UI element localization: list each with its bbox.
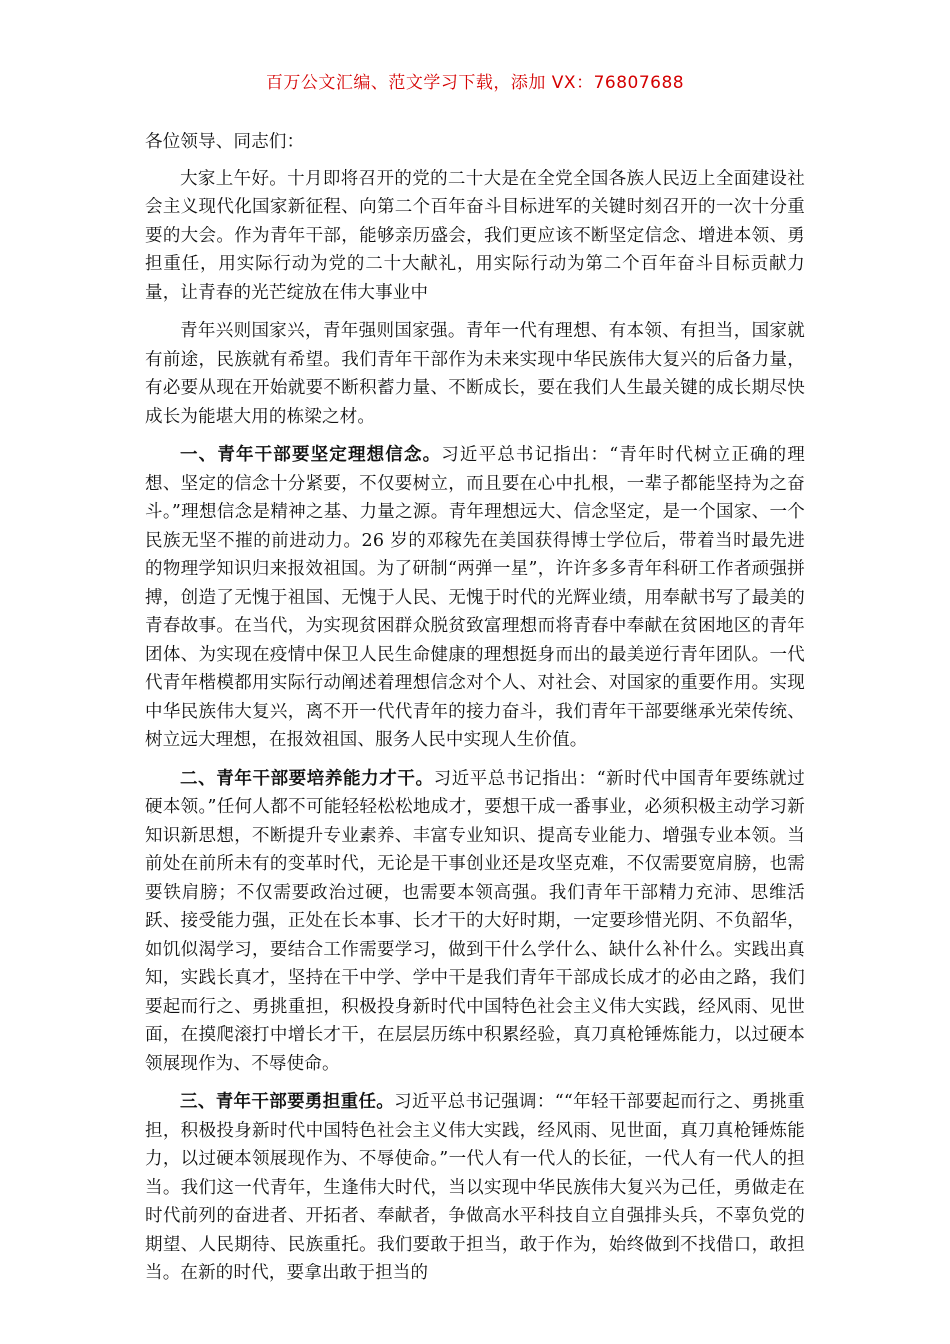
paragraph-text: 习近平总书记指出：“青年时代树立正确的理想、坚定的信念十分紧要，不仅要树立，而且要在心中扎根，一辈子都能坚持为之奋斗。”理想信念是精神之基、力量之源。青年理想远大、信念坚定，是一个国家、一个民族无坚不摧的前进动力。26 岁的邓稼先在美国获得博士学位后，带着当时最先进的物理学知识归来报效祖国。为了研制“两弹一星”，许许多多青年科研工作者顽强拼搏，创造了无愧于祖国、无愧于人民、无愧于时代的光辉业绩，用奉献书写了最美的青春故事。在当代，为实现贫困群众脱贫致富理想而将青春中奉献在贫困地区的青年团体、为实现在疫情中保卫人民生命健康的理想挺身而出的最美逆行青年团队。一代代青年楷模都用实际行动阐述着理想信念对个人、对社会、对国家的重要作用。实现中华民族伟大复兴，离不开一代代青年的接力奋斗，我们青年干部要继承光荣传统、树立远大理想，在报效祖国、服务人民中实现人生价值。 bbox=[145, 445, 805, 750]
section-heading: 三、青年干部要勇担重任。 bbox=[180, 1092, 395, 1112]
paragraph-text: 大家上午好。十月即将召开的党的二十大是在全党全国各族人民迈上全面建设社会主义现代化国家新征程、向第二个百年奋斗目标进军的关键时刻召开的一次十分重要的大会。作为青年干部，能够亲历盛会，我们更应该不断坚定信念、增进本领、勇担重任，用实际行动为党的二十大献礼，用实际行动为第二个百年奋斗目标贡献力量，让青春的光芒绽放在伟大事业中 bbox=[145, 168, 805, 303]
paragraph-section-1 bbox=[145, 441, 805, 755]
paragraph-youth-strong bbox=[145, 317, 805, 431]
paragraph-text: 青年兴则国家兴，青年强则国家强。青年一代有理想、有本领、有担当，国家就有前途，民族就有希望。我们青年干部作为未来实现中华民族伟大复兴的后备力量，有必要从现在开始就要不断积蓄力量、不断成长，要在我们人生最关键的成长期尽快成长为能堪大用的栋梁之材。 bbox=[145, 321, 805, 427]
section-heading: 二、青年干部要培养能力才干。 bbox=[180, 768, 434, 789]
document-body bbox=[145, 128, 805, 1298]
paragraph-opening bbox=[145, 165, 805, 308]
section-heading: 一、青年干部要坚定理想信念。 bbox=[180, 445, 442, 465]
watermark-header: 百万公文汇编、范文学习下载，添加 VX：76807688 bbox=[265, 73, 685, 93]
paragraph-text: 习近平总书记指出：“新时代中国青年要练就过硬本领。”任何人都不可能轻轻松松地成才，要想干成一番事业，必须积极主动学习新知识新思想，不断提升专业素养、丰富专业知识、提高专业能力、增强专业本领。当前处在前所未有的变革时代，无论是干事创业还是攻坚克难，不仅需要宽肩膀，也需要铁肩膀；不仅需要政治过硬，也需要本领高强。我们青年干部精力充沛、思维活跃、接受能力强，正处在长本事、长才干的大好时期，一定要珍惜光阴、不负韶华，如饥似渴学习，要结合工作需要学习，做到干什么学什么、缺什么补什么。实践出真知，实践长真才，坚持在干中学、学中干是我们青年干部成长成才的必由之路，我们要起而行之、勇挑重担，积极投身新时代中国特色社会主义伟大实践，经风雨、见世面，在摸爬滚打中增长才干，在层层历练中积累经验，真刀真枪锤炼能力，以过硬本领展现作为、不辱使命。 bbox=[145, 768, 805, 1074]
paragraph-text: 习近平总书记强调：““年轻干部要起而行之、勇挑重担，积极投身新时代中国特色社会主义伟大实践，经风雨、见世面，真刀真枪锤炼能力，以过硬本领展现作为、不辱使命。”一代人有一代人的长征，一代人有一代人的担当。我们这一代青年，生逢伟大时代，当以实现中华民族伟大复兴为己任，勇做走在时代前列的奋进者、开拓者、奉献者，争做高水平科技自立自强排头兵，不辜负党的期望、人民期待、民族重托。我们要敢于担当，敢于作为，始终做到不找借口，敢担当。在新的时代，要拿出敢于担当的 bbox=[145, 1092, 805, 1283]
paragraph-section-2 bbox=[145, 765, 805, 1079]
greeting: 各位领导、同志们： bbox=[145, 132, 305, 152]
paragraph-section-3 bbox=[145, 1088, 805, 1288]
